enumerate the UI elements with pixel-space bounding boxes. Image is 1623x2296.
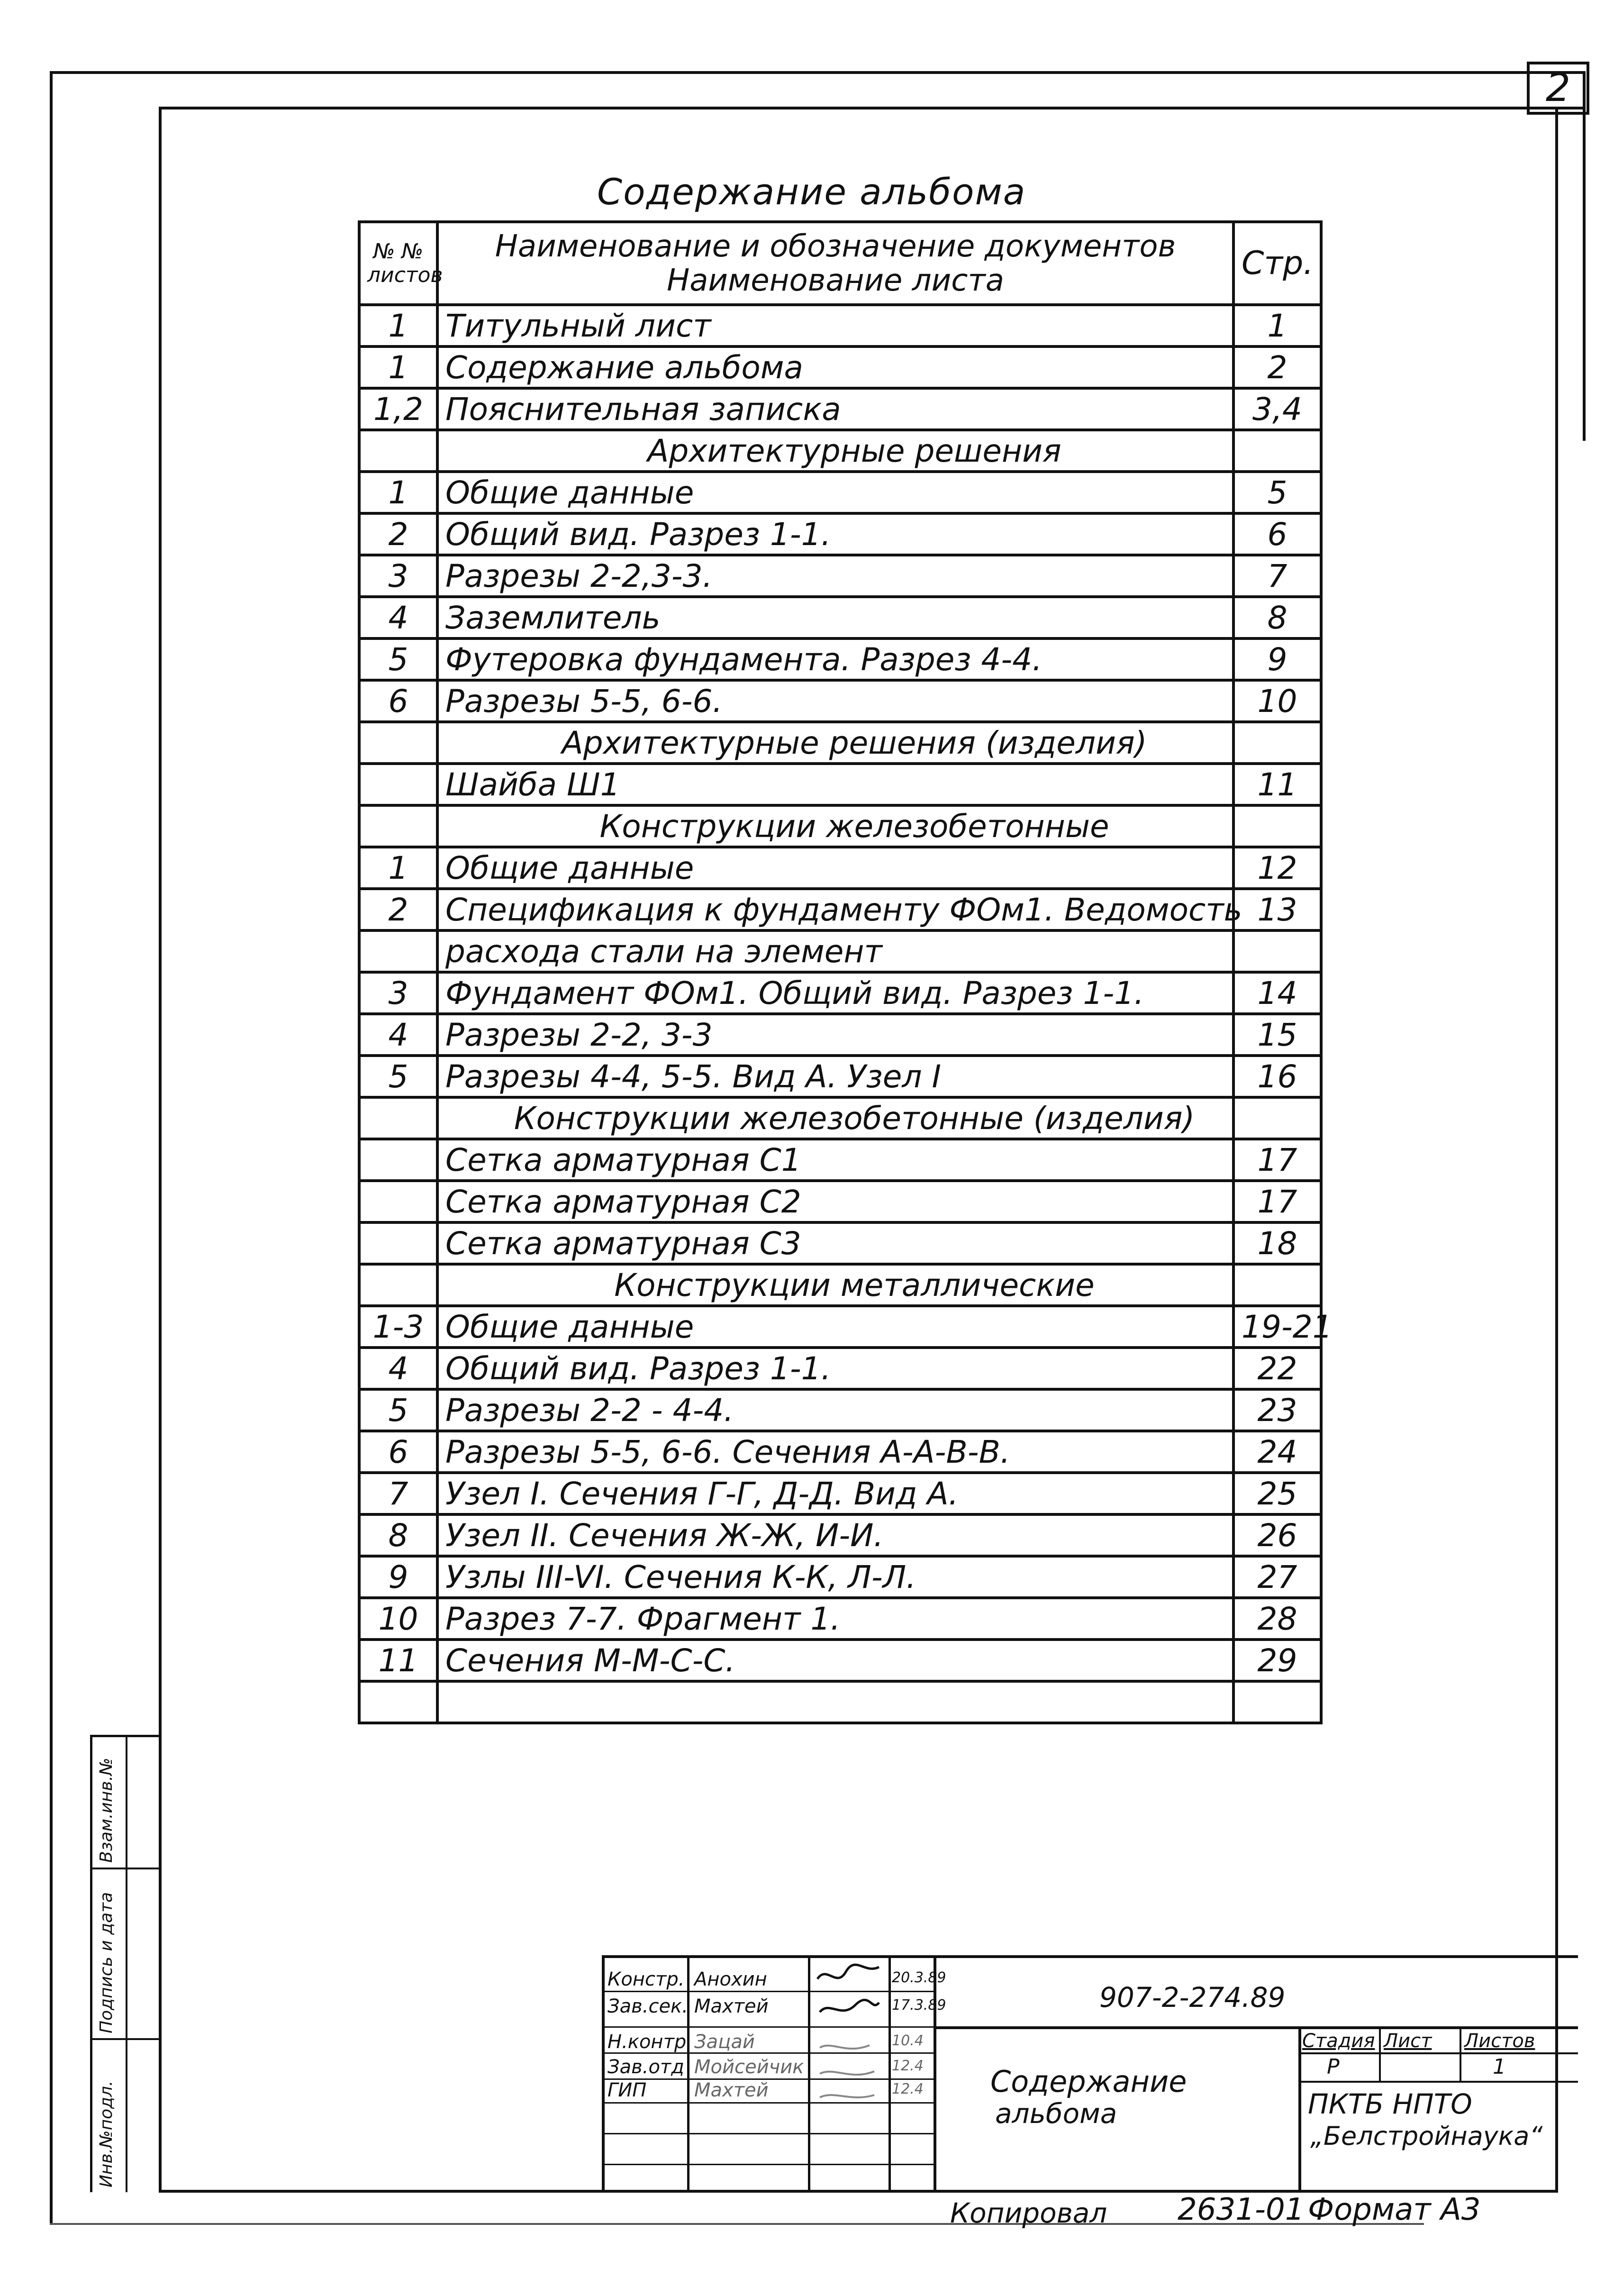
table-row bbox=[359, 764, 1321, 805]
row-sheet-name: Шайба Ш1 bbox=[437, 764, 1233, 805]
contents-table bbox=[358, 220, 1333, 1724]
album-title: Содержание альбома bbox=[597, 171, 1026, 213]
row-page: 11 bbox=[1233, 764, 1321, 805]
row-page: 28 bbox=[1233, 1598, 1321, 1640]
table-row bbox=[359, 305, 1321, 346]
section-row bbox=[359, 805, 1321, 847]
section-row bbox=[359, 430, 1321, 472]
row-sheet-name bbox=[437, 1681, 1233, 1723]
table-row bbox=[359, 1389, 1321, 1431]
row-page bbox=[1233, 805, 1321, 847]
row-sheet-number: 1 bbox=[359, 305, 437, 346]
row-sheet-number: 7 bbox=[359, 1473, 437, 1514]
row-sheet-number: 4 bbox=[359, 1348, 437, 1389]
row-sheet-name: Общие данные bbox=[437, 847, 1233, 889]
side-strip bbox=[90, 1735, 161, 2192]
row-page bbox=[1233, 722, 1321, 764]
row-sheet-number bbox=[359, 1222, 437, 1264]
row-sheet-name: Разрезы 4-4, 5-5. Вид А. Узел I bbox=[437, 1056, 1233, 1097]
header-document-name bbox=[437, 222, 1233, 305]
row-sheet-number: 1,2 bbox=[359, 388, 437, 430]
table-row bbox=[359, 1056, 1321, 1097]
table-row bbox=[359, 972, 1321, 1014]
row-page: 17 bbox=[1233, 1181, 1321, 1222]
table-row bbox=[359, 638, 1321, 680]
row-page: 1 bbox=[1233, 305, 1321, 346]
table-row bbox=[359, 1514, 1321, 1556]
row-sheet-number bbox=[359, 722, 437, 764]
row-page bbox=[1233, 1264, 1321, 1306]
row-page: 6 bbox=[1233, 513, 1321, 555]
section-heading-text: Архитектурные решения bbox=[647, 432, 1061, 469]
table-row bbox=[359, 1181, 1321, 1222]
header-name-line1: Наименование и обозначение документов bbox=[495, 228, 1176, 264]
sheet-label: Лист bbox=[1384, 2030, 1432, 2052]
signature-marks bbox=[813, 1960, 886, 2102]
table-row bbox=[359, 1431, 1321, 1473]
section-row bbox=[359, 722, 1321, 764]
row-sheet-number: 1 bbox=[359, 472, 437, 513]
stamp-date-1: 20.3.89 bbox=[892, 1969, 946, 1986]
row-sheet-name: Сечения М-М-С-С. bbox=[437, 1640, 1233, 1681]
row-page: 16 bbox=[1233, 1056, 1321, 1097]
header-sheet-no: № № листов bbox=[359, 222, 437, 305]
row-sheet-number: 4 bbox=[359, 1014, 437, 1056]
row-sheet-number: 1 bbox=[359, 847, 437, 889]
row-sheet-number bbox=[359, 1264, 437, 1306]
row-page bbox=[1233, 1681, 1321, 1723]
stamp-role-5: Зав.отд bbox=[607, 2056, 684, 2078]
row-page: 19-21 bbox=[1233, 1306, 1321, 1348]
row-sheet-number: 10 bbox=[359, 1598, 437, 1640]
row-sheet-name: Общие данные bbox=[437, 472, 1233, 513]
organization-line2: „Белстройнаука“ bbox=[1310, 2121, 1543, 2151]
sheet-title-line2: альбома bbox=[995, 2097, 1117, 2130]
table-row bbox=[359, 555, 1321, 597]
row-sheet-number bbox=[359, 1139, 437, 1181]
row-sheet-number: 5 bbox=[359, 1056, 437, 1097]
row-page: 9 bbox=[1233, 638, 1321, 680]
section-heading-text: Архитектурные решения (изделия) bbox=[562, 724, 1147, 761]
row-page: 22 bbox=[1233, 1348, 1321, 1389]
row-sheet-number bbox=[359, 1681, 437, 1723]
row-sheet-number bbox=[359, 764, 437, 805]
row-sheet-name: Узлы III-VI. Сечения К-К, Л-Л. bbox=[437, 1556, 1233, 1598]
row-sheet-name: Сетка арматурная С1 bbox=[437, 1139, 1233, 1181]
row-sheet-number: 6 bbox=[359, 680, 437, 722]
table-row bbox=[359, 1139, 1321, 1181]
row-page: 29 bbox=[1233, 1640, 1321, 1681]
section-row bbox=[359, 1097, 1321, 1139]
row-sheet-name: Сетка арматурная С3 bbox=[437, 1222, 1233, 1264]
row-sheet-name: Узел I. Сечения Г-Г, Д-Д. Вид А. bbox=[437, 1473, 1233, 1514]
row-sheet-number bbox=[359, 805, 437, 847]
table-header-row bbox=[359, 222, 1321, 305]
row-sheet-name: Сетка арматурная С2 bbox=[437, 1181, 1233, 1222]
side-label-signature-date: Подпись и дата bbox=[97, 1892, 116, 2033]
side-label-inventory: Инв.№подл. bbox=[97, 2080, 116, 2187]
row-sheet-name: расхода стали на элемент bbox=[437, 930, 1233, 972]
table-row bbox=[359, 889, 1321, 930]
stamp-role-1: Констр. bbox=[607, 1968, 685, 1990]
row-sheet-number: 5 bbox=[359, 1389, 437, 1431]
section-heading-text: Конструкции металлические bbox=[614, 1266, 1095, 1303]
row-sheet-name: Содержание альбома bbox=[437, 346, 1233, 388]
row-sheet-name: Спецификация к фундаменту ФОм1. Ведомость bbox=[437, 889, 1233, 930]
section-heading-text: Конструкции железобетонные bbox=[599, 808, 1109, 845]
outer-left-line bbox=[50, 71, 53, 2223]
inner-right-line bbox=[1555, 107, 1558, 2192]
row-sheet-number: 3 bbox=[359, 972, 437, 1014]
stamp-name-4: Зацай bbox=[694, 2031, 755, 2053]
row-page: 3,4 bbox=[1233, 388, 1321, 430]
row-page: 15 bbox=[1233, 1014, 1321, 1056]
row-sheet-name: Заземлитель bbox=[437, 597, 1233, 638]
table-row bbox=[359, 930, 1321, 972]
row-page: 12 bbox=[1233, 847, 1321, 889]
row-page: 14 bbox=[1233, 972, 1321, 1014]
row-page: 5 bbox=[1233, 472, 1321, 513]
footer-copied: Копировал bbox=[950, 2197, 1107, 2229]
stamp-date-6: 12.4 bbox=[892, 2081, 924, 2097]
table-row bbox=[359, 388, 1321, 430]
row-sheet-number: 11 bbox=[359, 1640, 437, 1681]
row-page: 13 bbox=[1233, 889, 1321, 930]
row-sheet-name: Общие данные bbox=[437, 1306, 1233, 1348]
section-heading bbox=[437, 1264, 1233, 1306]
sheet-number: 2 bbox=[1527, 62, 1589, 115]
footer-number: 2631-01 bbox=[1178, 2192, 1305, 2227]
row-sheet-number bbox=[359, 430, 437, 472]
table-row bbox=[359, 597, 1321, 638]
stamp-name-1: Анохин bbox=[694, 1968, 767, 1990]
row-page bbox=[1233, 1097, 1321, 1139]
row-sheet-number: 6 bbox=[359, 1431, 437, 1473]
section-heading bbox=[437, 722, 1233, 764]
table-row bbox=[359, 346, 1321, 388]
section-heading-text: Конструкции железобетонные (изделия) bbox=[514, 1100, 1195, 1137]
row-sheet-number bbox=[359, 930, 437, 972]
row-sheet-number: 9 bbox=[359, 1556, 437, 1598]
table-row bbox=[359, 847, 1321, 889]
stamp-name-5: Мойсейчик bbox=[694, 2056, 804, 2078]
stamp-date-5: 12.4 bbox=[892, 2058, 924, 2074]
row-sheet-number: 4 bbox=[359, 597, 437, 638]
section-heading bbox=[437, 1097, 1233, 1139]
row-sheet-number: 8 bbox=[359, 1514, 437, 1556]
row-page: 23 bbox=[1233, 1389, 1321, 1431]
row-page: 10 bbox=[1233, 680, 1321, 722]
header-name-line2: Наименование листа bbox=[667, 263, 1004, 298]
sheets-label: Листов bbox=[1464, 2030, 1535, 2052]
row-sheet-name: Разрезы 2-2,3-3. bbox=[437, 555, 1233, 597]
stamp-date-2: 17.3.89 bbox=[892, 1997, 946, 2014]
row-page: 7 bbox=[1233, 555, 1321, 597]
row-sheet-name: Пояснительная записка bbox=[437, 388, 1233, 430]
row-sheet-number: 1 bbox=[359, 346, 437, 388]
row-sheet-number: 3 bbox=[359, 555, 437, 597]
inner-top-line bbox=[159, 107, 1585, 109]
section-heading bbox=[437, 430, 1233, 472]
outer-top-line bbox=[50, 71, 1585, 74]
stage-value: Р bbox=[1327, 2055, 1340, 2079]
stamp-date-4: 10.4 bbox=[892, 2032, 924, 2049]
stamp-name-6: Махтей bbox=[694, 2079, 769, 2101]
row-sheet-name: Общий вид. Разрез 1-1. bbox=[437, 513, 1233, 555]
row-sheet-name: Разрезы 2-2, 3-3 bbox=[437, 1014, 1233, 1056]
row-sheet-number: 5 bbox=[359, 638, 437, 680]
sheet-title-line1: Содержание bbox=[990, 2064, 1187, 2099]
document-designation: 907-2-274.89 bbox=[1099, 1981, 1286, 2014]
row-page: 8 bbox=[1233, 597, 1321, 638]
row-page bbox=[1233, 430, 1321, 472]
row-page: 17 bbox=[1233, 1139, 1321, 1181]
organization-line1: ПКТБ НПТО bbox=[1308, 2088, 1472, 2120]
sheet-value: 1 bbox=[1493, 2055, 1506, 2079]
row-sheet-name: Разрезы 2-2 - 4-4. bbox=[437, 1389, 1233, 1431]
table-row bbox=[359, 1473, 1321, 1514]
table-row bbox=[359, 1640, 1321, 1681]
row-page: 27 bbox=[1233, 1556, 1321, 1598]
stage-label: Стадия bbox=[1302, 2030, 1375, 2052]
table-row bbox=[359, 1306, 1321, 1348]
row-page: 18 bbox=[1233, 1222, 1321, 1264]
stamp-role-4: Н.контр bbox=[607, 2031, 687, 2053]
side-label-replacement: Взам.инв.№ bbox=[97, 1758, 116, 1863]
stamp-role-2: Зав.сек. bbox=[607, 1995, 688, 2017]
title-block bbox=[602, 1955, 1578, 2192]
row-page: 25 bbox=[1233, 1473, 1321, 1514]
row-sheet-name: Общий вид. Разрез 1-1. bbox=[437, 1348, 1233, 1389]
row-page bbox=[1233, 930, 1321, 972]
table-row bbox=[359, 1222, 1321, 1264]
right-edge-mark bbox=[1583, 71, 1586, 441]
table-row bbox=[359, 1014, 1321, 1056]
contents-body bbox=[359, 305, 1333, 1723]
row-page: 26 bbox=[1233, 1514, 1321, 1556]
row-sheet-number bbox=[359, 1097, 437, 1139]
row-sheet-number: 2 bbox=[359, 513, 437, 555]
row-sheet-name: Футеровка фундамента. Разрез 4-4. bbox=[437, 638, 1233, 680]
table-row bbox=[359, 472, 1321, 513]
row-sheet-name: Узел II. Сечения Ж-Ж, И-И. bbox=[437, 1514, 1233, 1556]
row-sheet-name: Титульный лист bbox=[437, 305, 1233, 346]
table-row bbox=[359, 1556, 1321, 1598]
table-row bbox=[359, 680, 1321, 722]
footer-format: Формат А3 bbox=[1308, 2192, 1481, 2227]
table-row bbox=[359, 1681, 1321, 1723]
table-row bbox=[359, 1598, 1321, 1640]
row-sheet-number bbox=[359, 1181, 437, 1222]
stamp-name-2: Махтей bbox=[694, 1995, 769, 2017]
row-page: 2 bbox=[1233, 346, 1321, 388]
row-sheet-number: 2 bbox=[359, 889, 437, 930]
row-sheet-name: Разрез 7-7. Фрагмент 1. bbox=[437, 1598, 1233, 1640]
row-sheet-name: Разрезы 5-5, 6-6. Сечения А-А-В-В. bbox=[437, 1431, 1233, 1473]
row-page: 24 bbox=[1233, 1431, 1321, 1473]
row-sheet-name: Разрезы 5-5, 6-6. bbox=[437, 680, 1233, 722]
table-row bbox=[359, 513, 1321, 555]
header-page: Стр. bbox=[1233, 222, 1321, 305]
stamp-role-6: ГИП bbox=[607, 2079, 647, 2101]
row-sheet-name: Фундамент ФОм1. Общий вид. Разрез 1-1. bbox=[437, 972, 1233, 1014]
row-sheet-number: 1-3 bbox=[359, 1306, 437, 1348]
section-heading bbox=[437, 805, 1233, 847]
section-row bbox=[359, 1264, 1321, 1306]
table-row bbox=[359, 1348, 1321, 1389]
